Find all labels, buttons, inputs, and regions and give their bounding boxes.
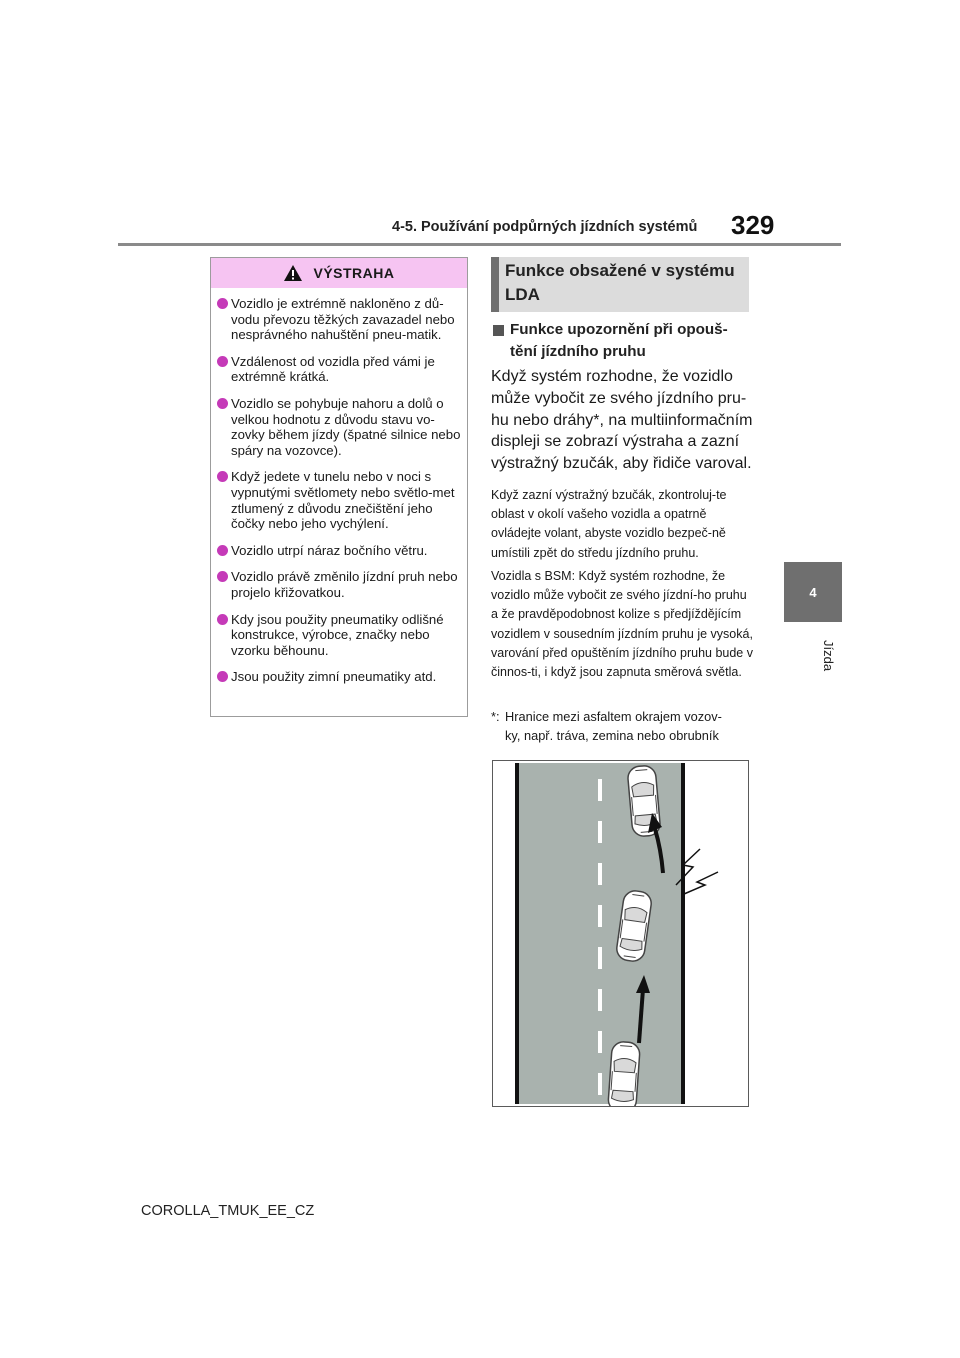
page-number: 329 [731, 210, 775, 240]
bullet-icon [217, 398, 228, 409]
car-bottom [608, 1041, 641, 1106]
warning-item-text: Vozidlo je extrémně nakloněno z dů-vodu převozu těžkých zavazadel nebo nesprávného nahuštění pneu-matik. [231, 296, 455, 343]
road-diagram [493, 761, 748, 1106]
lane-departure-illustration [492, 760, 749, 1107]
warning-item [211, 354, 467, 385]
warning-item [211, 296, 467, 343]
warning-item-text: Vzdálenost od vozidla před vámi je extrémně krátká. [231, 353, 435, 385]
chapter-number: 4 [809, 584, 817, 600]
chapter-tab [784, 562, 842, 622]
warning-item [211, 569, 467, 600]
section-heading: Funkce obsažené v systému LDA [505, 261, 735, 304]
warning-title: VÝSTRAHA [313, 265, 395, 281]
document-code: COROLLA_TMUK_EE_CZ [141, 1203, 315, 1219]
footnote [491, 707, 753, 745]
subheading-text: Funkce upozornění při opouš-tění jízdního pruhu [510, 321, 728, 360]
bullet-icon [217, 471, 228, 482]
warning-list [211, 296, 467, 696]
square-bullet-icon [493, 325, 504, 336]
warning-header [211, 258, 467, 288]
paragraph-bsm: Vozidla s BSM: Když systém rozhodne, že vozidlo může vybočit ze svého jízdní-ho pruhu a že pravděpodobnost kolize s předjíždějícím vozidlem v sousedním jízdním pruhu je vysoká, varování před opuštěním jízdního pruhu bude v činnos-ti, i když jsou zapnuta směrová světla. [491, 569, 753, 680]
main-paragraph: Když systém rozhodne, že vozidlo může vybočit ze svého jízdního pru-hu nebo dráhy*, na multiinformačním displeji se zobrazí výstraha a zazní výstražný bzučák, aby řidiče varoval. [491, 368, 753, 473]
footnote-line: ky, např. tráva, zemina nebo obrubník [505, 728, 719, 743]
header-rule [118, 243, 841, 246]
warning-item [211, 543, 467, 559]
bullet-icon [217, 671, 228, 682]
warning-box [210, 257, 468, 717]
bullet-icon [217, 298, 228, 309]
warning-item-text: Vozidlo utrpí náraz bočního větru. [231, 542, 428, 558]
warning-item-text: Vozidlo se pohybuje nahoru a dolů o velkou hodnotu z důvodu stavu vo-zovky během jízdy (špatné silnice nebo spáry na vozovce). [231, 395, 461, 458]
warning-item [211, 669, 467, 685]
warning-item-text: Jsou použity zimní pneumatiky atd. [231, 669, 437, 685]
warning-item-text: Když jedete v tunelu nebo v noci s vypnutými světlomety nebo světlo-met ztlumený z důvodu znečištění jeho čočky nebo jeho vychýlení. [231, 469, 455, 532]
bullet-icon [217, 545, 228, 556]
bullet-icon [217, 356, 228, 367]
chapter-label: Jízda [821, 640, 836, 672]
warning-item-text: Vozidlo právě změnilo jízdní pruh nebo projelo křižovatkou. [231, 569, 458, 600]
warning-item [211, 469, 467, 531]
warning-item-text: Kdy jsou použity pneumatiky odlišné konstrukce, výrobce, značky nebo vzorku běhounu. [231, 611, 444, 658]
warning-item [211, 396, 467, 458]
footnote-mark: *: [491, 709, 500, 724]
bullet-icon [217, 571, 228, 582]
subheading [493, 319, 751, 363]
paragraph-check-area: Když zazní výstražný bzučák, zkontroluj-te oblast v okolí vašeho vozidla a opatrně ovládejte volant, abyste vozidlo bezpeč-ně umístili zpět do středu jízdního pruhu. [491, 488, 727, 560]
section-heading-bar [491, 257, 499, 312]
warning-item [211, 612, 467, 659]
warning-triangle-icon [283, 264, 303, 282]
footnote-line: Hranice mezi asfaltem okrajem vozov- [505, 709, 722, 724]
section-title: 4-5. Používání podpůrných jízdních systémů [392, 219, 698, 235]
bullet-icon [217, 614, 228, 625]
